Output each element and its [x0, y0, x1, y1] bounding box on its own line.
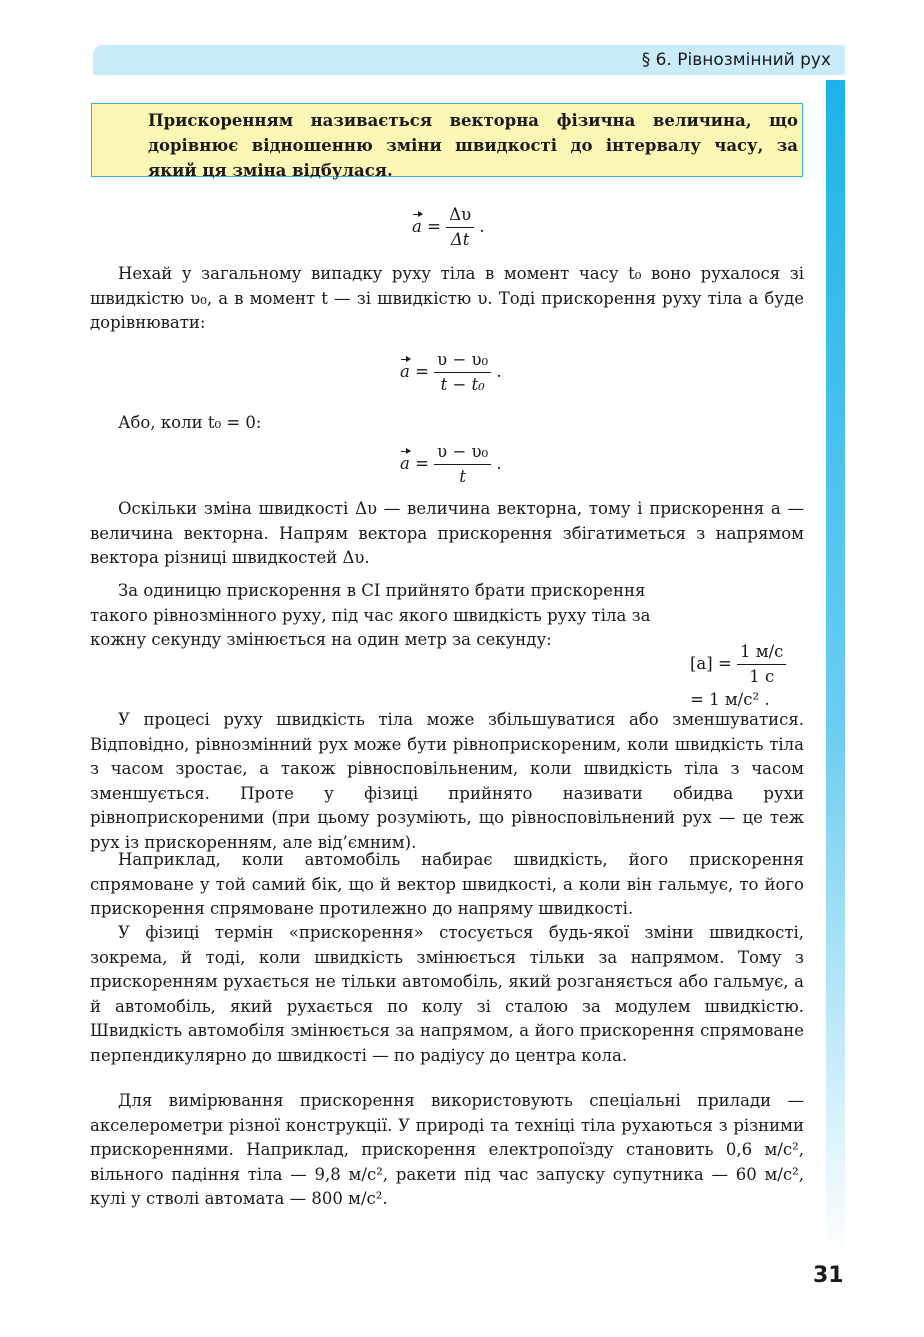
unit-numerator: 1 м/с [737, 640, 786, 665]
paragraph-1: Нехай у загальному випадку руху тіла в момент часу t₀ воно рухалося зі швидкістю υ₀, а в момент t — зі швидкістю υ. Тоді прискорення руху тіла a буде дорівнювати: [90, 264, 804, 332]
formula-denominator: t [459, 467, 466, 486]
formula-numerator: υ − υ₀ [434, 348, 491, 373]
side-color-bar [826, 80, 845, 1260]
unit-lhs: [a] [690, 654, 713, 673]
formula-acceleration-zero: a = $\frac{\text{υ − υ₀}}{t}$ . [400, 440, 502, 489]
paragraph-7: У фізиці термін «прискорення» стосується будь-якої зміни швидкості, зокрема, й тоді, коли швидкість змінюється тільки за напрямом. Тому з прискоренням рухається не тільки автомобіль, який розганяється або гальмує, а й автомобіль, який рухається по колу зі сталою за модулем швидкістю. Швидкість автомобіля змінюється за напрямом, а його прискорення спрямоване перпендикулярно до швидкості — по радіусу до центра кола. [90, 923, 804, 1065]
unit-denominator: 1 с [749, 667, 775, 686]
formula-lhs: a [400, 362, 410, 381]
paragraph-5: У процесі руху швидкість тіла може збільшуватися або зменшуватися. Відповідно, рівнозмінний рух може бути рівноприскореним, коли швидкість тіла з часом зростає, а також рівносповільненим, коли швидкість тіла з часом зменшується. Проте у фізиці прийнято називати обидва рухи рівноприскореними (при цьому розуміють, що рівносповільнений рух — це теж рух із прискоренням, але від’ємним). [90, 710, 804, 852]
unit-fraction [737, 640, 786, 689]
unit-rhs: 1 м/с² [709, 690, 760, 709]
definition-text: Прискоренням називається векторна фізична величина, що дорівнює відношенню зміни швидкості до інтервалу часу, за який ця зміна відбулася. [148, 111, 798, 180]
formula-fraction [446, 203, 474, 252]
section-title: § 6. Рівнозмінний рух [641, 50, 831, 70]
formula-lhs: a [412, 217, 422, 236]
formula-denominator: Δt [450, 230, 470, 249]
paragraph-2: Або, коли t₀ = 0: [118, 413, 262, 432]
paragraph-8: Для вимірювання прискорення використовують спеціальні прилади — акселерометри різної конструкції. У природі та техніці тіла рухаються з різними прискореннями. Наприклад, прискорення електропоїзду становить 0,6 м/с², вільного падіння тіла — 9,8 м/с², ракети під час запуску супутника — 60 м/с², кулі у стволі автомата — 800 м/с². [90, 1091, 804, 1208]
paragraph-4: За одиницю прискорення в СІ прийнято брати прискорення такого рівнозмінного руху, під час якого швидкість руху тіла за кожну секунду змінюється на один метр за секунду: [90, 581, 651, 649]
paragraph-6: Наприклад, коли автомобіль набирає швидкість, його прискорення спрямоване у той самий бік, що й вектор швидкості, а коли він гальмує, то його прискорення спрямоване протилежно до напряму швидкості. [90, 850, 804, 918]
formula-numerator: υ − υ₀ [434, 440, 491, 465]
formula-unit-result: = 1 м/с² . [690, 690, 770, 709]
paragraph-3: Оскільки зміна швидкості Δυ — величина векторна, тому і прискорення a — величина векторна. Напрям вектора прискорення збігатиметься з напрямом вектора різниці швидкостей Δυ. [90, 499, 804, 567]
section-header [93, 45, 845, 75]
definition-box [91, 103, 803, 180]
formula-numerator: Δυ [446, 203, 474, 228]
formula-unit: [a] = $\frac{1 м/с}{1 с}$ [690, 640, 786, 689]
formula-acceleration: a = $\frac{\Delta\upsilon}{\Delta t}$ . [412, 203, 485, 252]
formula-lhs: a [400, 454, 410, 473]
formula-acceleration-general: a = $\frac{\text{υ − υ₀}}{\text{t − t₀}}$ . [400, 348, 502, 397]
page-number: 31 [813, 1263, 844, 1288]
formula-fraction [434, 440, 491, 489]
formula-fraction [434, 348, 491, 397]
formula-denominator: t − t₀ [440, 375, 485, 394]
